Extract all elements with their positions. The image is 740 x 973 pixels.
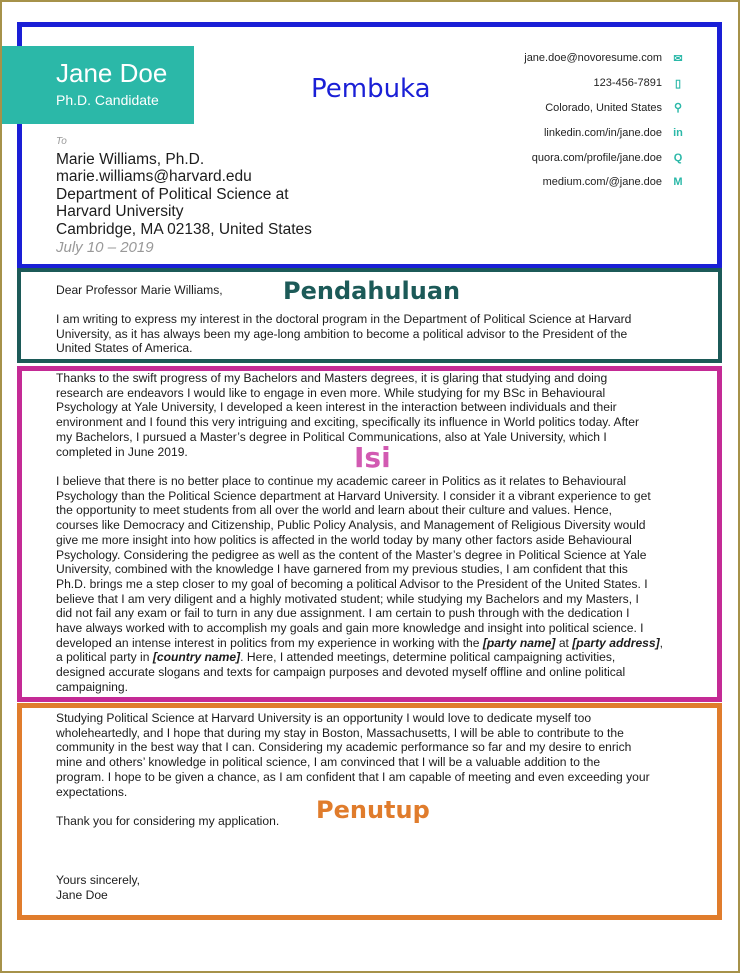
medium-icon: M <box>673 176 683 189</box>
contact-quora-text: quora.com/profile/jane.doe <box>531 151 662 164</box>
phone-icon: ▯ <box>674 77 682 90</box>
contact-location <box>524 96 685 121</box>
recipient-address: Cambridge, MA 02138, United States <box>56 220 312 238</box>
thanks-text: Thank you for considering my application. <box>56 814 280 828</box>
signature-name: Jane Doe <box>56 887 108 902</box>
closing-paragraph <box>56 711 676 799</box>
contact-location-text: Colorado, United States <box>545 101 662 114</box>
to-label: To <box>56 136 67 147</box>
contact-phone-text: 123-456-7891 <box>593 77 662 90</box>
closing-line: expectations. <box>56 784 128 799</box>
contact-quora[interactable] <box>524 145 685 170</box>
label-penutup: Penutup <box>316 796 430 824</box>
signoff-block <box>56 873 676 902</box>
intro-line: I am writing to express my interest in the doctoral program in the Department of Political Science at Harvard <box>56 312 632 326</box>
body2-line: Ph.D. brings me a step closer to my goal of becoming a political Advisor to the President of the United States. I <box>56 576 648 591</box>
body-paragraph-2 <box>56 474 676 695</box>
closing-line: community in the best way that I can. Considering my academic performance so far and my desire to enrich <box>56 740 632 755</box>
recipient-department: Department of Political Science at <box>56 185 289 203</box>
contact-medium[interactable] <box>524 170 685 195</box>
closing-line: program. I hope to be given a chance, as I am confident that I am capable of meeting and even exceeding your <box>56 769 650 784</box>
quora-icon: Q <box>673 151 683 164</box>
body1-line: environment and I found this very intriguing and exciting, specifically its influence in World politics today. After <box>56 415 640 430</box>
greeting <box>56 283 676 298</box>
body2-line: give me more insight into how politics is affected in the world today by many other factors aside Behavioural <box>56 532 632 547</box>
body2-line: believe that I am very diligent and a highly motivated student; while studying my Bachelors and my Masters, I <box>56 591 639 606</box>
body2-line: campaigning. <box>56 679 128 694</box>
mail-icon: ✉ <box>673 52 683 65</box>
contact-phone[interactable] <box>524 71 685 96</box>
recipient-university: Harvard University <box>56 203 184 221</box>
recipient-name: Marie Williams, Ph.D. <box>56 151 205 168</box>
intro-line: University, as it has always been my age-long ambition to become a political advisor to the President of the <box>56 326 628 341</box>
body2-line: have always worked with to accomplish my goals and gain more knowledge and insight into political science. I <box>56 621 644 636</box>
body1-line: Psychology at Yale University, I developed a keen interest in the interaction between individuals and their <box>56 400 617 415</box>
recipient-email: marie.williams@harvard.edu <box>56 168 252 186</box>
name-banner <box>2 46 194 124</box>
closing-line: wholeheartedly, and I hope that during my stay in Boston, Massachusetts, I will be able to contribute to the <box>56 725 624 740</box>
body2-text: a political party in <box>56 650 153 665</box>
signoff-text: Yours sincerely, <box>56 873 141 887</box>
body2-text: at <box>555 635 573 650</box>
body-paragraph-1 <box>56 371 676 459</box>
body2-text: . Here, I attended meetings, determine political campaigning activities, <box>240 650 616 665</box>
body2-line <box>56 636 676 651</box>
body2-line <box>56 650 676 665</box>
body1-line: research are endeavors I would like to engage in even more. While studying for my BSc in Behavioural <box>56 385 606 400</box>
body2-line: Psychology. Considering the pedigree as well as the content of the Master’s degree in Political Science at Yale <box>56 547 647 562</box>
contact-email-text: jane.doe@novoresume.com <box>524 52 662 65</box>
body2-text: , <box>659 635 664 650</box>
body2-text: developed an intense interest in politics from my experience in working with the <box>56 635 483 650</box>
recipient-block <box>56 136 312 256</box>
contact-linkedin-text: linkedin.com/in/jane.doe <box>543 126 662 139</box>
body1-line: my Bachelors, I pursued a Master’s degree in Political Communications, also at Yale University, which I <box>56 429 607 444</box>
closing-line: mine and others’ knowledge in political science, I am convinced that I will be a valuable addition to the <box>56 755 601 770</box>
body2-line: designed accurate slogans and texts for campaign purposes and devoted myself offline and online political <box>56 665 626 680</box>
linkedin-icon: in <box>673 126 683 139</box>
letter-date: July 10 – 2019 <box>56 239 154 257</box>
contact-email[interactable] <box>524 46 685 71</box>
party-name-placeholder: [party name] <box>482 635 556 650</box>
body1-line: completed in June 2019. <box>56 444 188 459</box>
candidate-title: Ph.D. Candidate <box>56 92 159 108</box>
contact-medium-text: medium.com/@jane.doe <box>542 176 662 189</box>
intro-paragraph <box>56 312 676 356</box>
country-name-placeholder: [country name] <box>152 650 241 665</box>
body2-line: Psychology than the Political Science department at Harvard University. I consider it a vibrant experience to get <box>56 488 651 503</box>
body2-line: University, combined with the knowledge I have garnered from my previous studies, I am confident that this <box>56 562 628 577</box>
body2-line: the opportunity to meet students from all over the world and learn about their culture and values. Hence, <box>56 503 612 518</box>
label-pembuka: Pembuka <box>311 74 431 104</box>
closing-line: Studying Political Science at Harvard University is an opportunity I would love to dedicate myself too <box>56 711 592 725</box>
greeting-text: Dear Professor Marie Williams, <box>56 283 223 297</box>
location-pin-icon: ⚲ <box>673 102 683 115</box>
contact-linkedin[interactable] <box>524 120 685 145</box>
candidate-name: Jane Doe <box>56 58 168 88</box>
body1-line: Thanks to the swift progress of my Bachelors and Masters degrees, it is glaring that studying and doing <box>56 371 608 385</box>
body2-line: did not fail any exam or fail to turn in any due assignment. I am certain to push through with the dedication I <box>56 606 630 621</box>
party-address-placeholder: [party address] <box>572 635 660 650</box>
label-pendahuluan: Pendahuluan <box>283 277 461 305</box>
body2-line: courses like Democracy and Citizenship, Public Policy Analysis, and Management of Religious Diversity would <box>56 518 646 533</box>
thanks-line <box>56 814 676 829</box>
intro-line: United States of America. <box>56 341 193 356</box>
contact-list <box>524 46 685 195</box>
label-isi: Isi <box>354 441 391 474</box>
body2-line: I believe that there is no better place to continue my academic career in Politics as it relates to Behavioural <box>56 474 627 488</box>
